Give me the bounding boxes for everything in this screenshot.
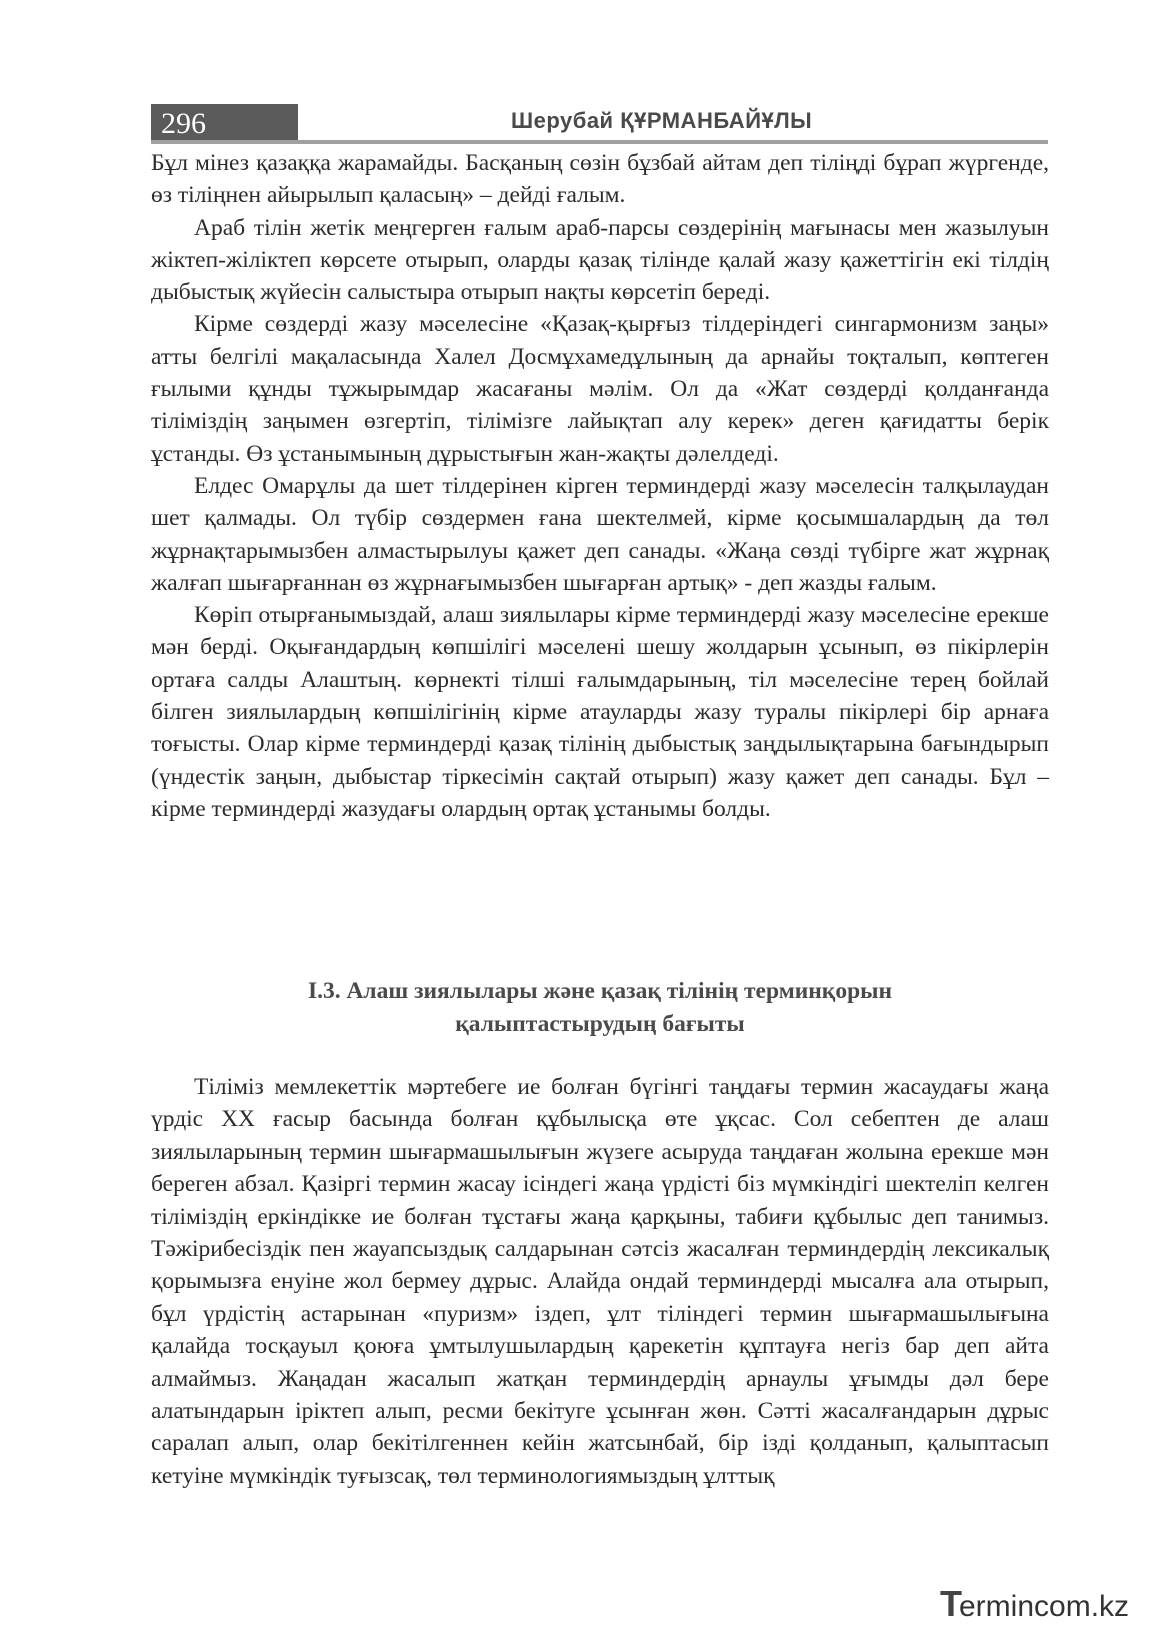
- section-heading-line2: қалыптастырудың бағыты: [455, 1011, 745, 1037]
- paragraph: Араб тілін жетік меңгерген ғалым араб-парсы сөздерінің мағынасы мен жазылуын жіктеп-жіліктеп көрсете отырып, оларды қазақ тілінде қалай жазу қажеттігін екі тілдің дыбыстық жүйесін салыстыра отырып нақты көрсетіп береді.: [151, 214, 1049, 306]
- running-title: Шерубай ҚҰРМАНБАЙҰЛЫ: [511, 108, 813, 133]
- watermark-mark: T: [940, 1583, 962, 1624]
- header-rule: [151, 140, 1048, 144]
- paragraph: Елдес Омарұлы да шет тілдерінен кірген терминдерді жазу мәселесін талқылаудан шет қалмады. Ол түбір сөздермен ғана шектелмей, кірме қосымшалардың да төл жұрнақтарымызбен алмастырылуы қажет деп санады. «Жаңа сөзді түбірге жат жұрнақ жалғап шығарғаннан өз жұрнағымызбен шығарған артық» - деп жазды ғалым.: [151, 472, 1049, 596]
- body-text-bottom: [151, 1071, 1049, 1492]
- section-heading-line1: І.3. Алаш зиялылары және қазақ тілінің терминқорын: [307, 978, 893, 1004]
- page-number: 296: [161, 107, 206, 140]
- site-watermark-logo: [940, 1583, 1129, 1623]
- paragraph: Кірме сөздерді жазу мәселесіне «Қазақ-қырғыз тілдеріндегі сингармонизм заңы» атты белгілі мақаласында Халел Досмұхамедұлының да арнайы тоқталып, көптеген ғылыми құнды тұжырымдар жасағаны мәлім. Ол да «Жат сөздерді қолданғанда тіліміздің заңымен өзгертіп, тілімізге лайықтап алу керек» деген қағидатты берік ұстанды. Өз ұстанымының дұрыстығын жан-жақты дәлелдеді.: [151, 311, 1049, 467]
- paragraph: Бұл мінез қазаққа жарамайды. Басқаның сөзін бұзбай айтам деп тіліңді бұрап жүргенде, өз тіліңнен айырылып қаласың» – дейді ғалым.: [151, 150, 1049, 209]
- body-text-top: [151, 147, 1049, 825]
- paragraph: Тіліміз мемлекеттік мәртебеге ие болған бүгінгі таңдағы термин жасаудағы жаңа үрдіс ХХ ғасыр басында болған құбылысқа өте ұқсас. Сол себептен де алаш зиялыларының термин шығармашылығын жүзеге асыруда таңдаған жолына ерекше мән береген абзал. Қазіргі термин жасау ісіндегі жаңа үрдісті біз мүмкіндігі шектеліп келген тіліміздің еркіндікке ие болған тұстағы жаңа қарқыны, табиғи құбылыс деп танимыз. Тәжірибесіздік пен жауапсыздық салдарынан сәтсіз жасалған терминдердің лексикалық қорымызға енуіне жол бермеу дұрыс. Алайда ондай терминдерді мысалға ала отырып, бұл үрдістің астарынан «пуризм» іздеп, ұлт тіліндегі термин шығармашылығына қалайда тосқауыл қоюға ұмтылушылардың қарекетін құптауға негіз бар деп айта алмаймыз. Жаңадан жасалып жатқан терминдердің арнаулы ұғымды дәл бере алатындарын іріктеп алып, ресми бекітуге ұсынған жөн. Сәтті жасалғандарын дұрыс саралап алып, олар бекітілгеннен кейін жатсынбай, бір ізді қолданып, қалыптасып кетуіне мүмкіндік туғызсақ, төл терминологиямыздың ұлттық: [151, 1074, 1049, 1489]
- page-header: [151, 104, 1048, 144]
- watermark-text: ermincom.kz: [959, 1590, 1130, 1623]
- page-number-box: [151, 104, 298, 144]
- paragraph: Көріп отырғанымыздай, алаш зиялылары кірме терминдерді жазу мәселесіне ерекше мән берді. Оқығандардың көпшілігі мәселені шешу жолдарын ұсынып, өз пікірлерін ортаға салды Алаштың. көрнекті тілші ғалымдарының, тіл мәселесіне терең бойлай білген зиялылардың көпшілігінің кірме атауларды жазу туралы пікірлері бір арнаға тоғысты. Олар кірме терминдерді қазақ тілінің дыбыстық заңдылықтарына бағындырып (үндестік заңын, дыбыстар тіркесімін сақтай отырып) жазу қажет деп санады. Бұл – кірме терминдерді жазудағы олардың ортақ ұстанымы болды.: [151, 602, 1049, 822]
- section-heading: [151, 975, 1049, 1041]
